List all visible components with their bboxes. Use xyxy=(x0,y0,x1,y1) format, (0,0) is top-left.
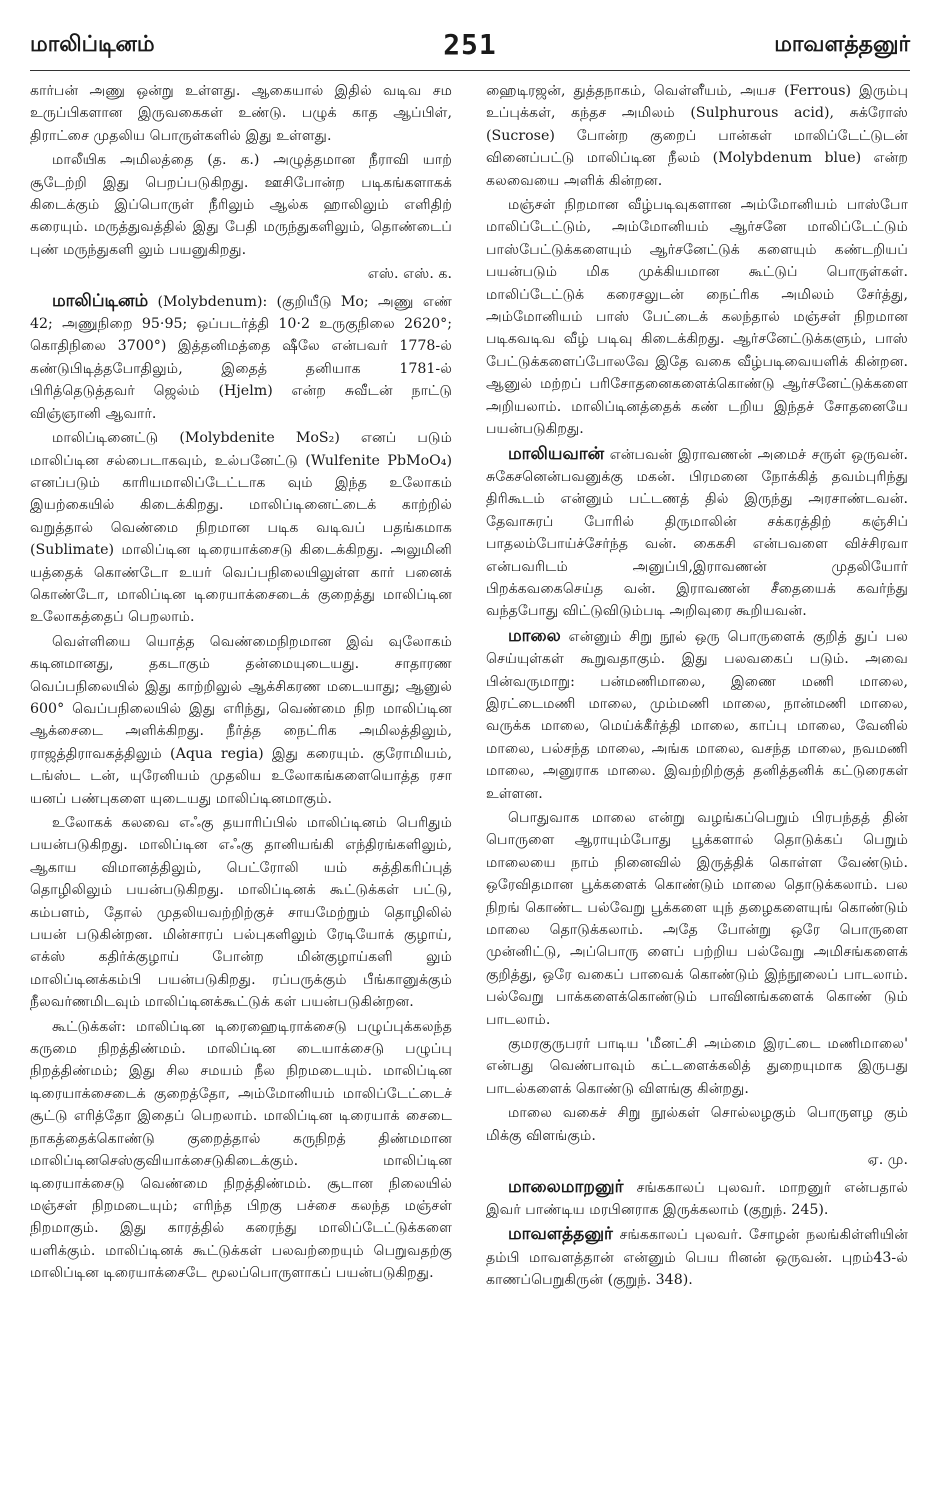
paragraph: மாலீயிக அமிலத்தை (த. க.) அழுத்தமான நீராவி யாற் சூடேற்றி இது பெறப்படுகிறது. ஊசிபோன்ற படிகங்களாகக் கிடைக்கும் இப்பொருள் நீரிலும் ஆல்க ஹாலிலும் எளிதிற் கரையும். மருத்துவத்தில் இது பேதி மருந்துகளிலும், தொண்டைப் புண் மருந்துகளி லும் பயனுகிறது. xyxy=(30,152,452,258)
paragraph: மாலிப்டினைட்டு (Molybdenite MoS₂) எனப் படும் மாலிப்டின சல்பைடாகவும், உல்பனேட்டு (Wulfenite PbMoO₄) எனப்படும் காரியமாலிப்டேட்டாக வும் இந்த உலோகம் இயற்கையில் கிடைக்கிறது. மாலிப்டினைட்டைக் காற்றில் வறுத்தால் வெண்மை நிறமான படிக வடிவப் பதங்கமாக (Sublimate) மாலிப்டின டிரையாக்சைடு கிடைக்கிறது. அலுமினி யத்தைக் கொண்டோ உயர் வெப்பநிலையிலுள்ள கார் பனைக் கொண்டோ, மாலிப்டின டிரையாக்சைடைக் குறைத்து மாலிப்டின உலோகத்தைப் பெறலாம். xyxy=(30,430,452,626)
paragraph: குமரகுருபரர் பாடிய 'மீனட்சி அம்மை இரட்டை மணிமாலை' என்பது வெண்பாவும் கட்டளைக்கலித் துறையுமாக இருபது பாடல்களைக் கொண்டு விளங்கு கின்றது. xyxy=(486,1036,908,1097)
left-column xyxy=(30,80,452,1480)
paragraph: ஹைடிரஜன், துத்தநாகம், வெள்ளீயம், அயச (Ferrous) இரும்பு உப்புக்கள், கந்தச அமிலம் (Sulphurous acid), சுக்ரோஸ் (Sucrose) போன்ற குறைப் பான்கள் மாலிப்டேட்டுடன் வினைப்பட்டு மாலிப்டின நீலம் (Molybdenum blue) என்ற கலவையை அளிக் கின்றன. xyxy=(486,83,908,189)
paragraph: உலோகக் கலவை எஃகு தயாரிப்பில் மாலிப்டினம் பெரிதும் பயன்படுகிறது. மாலிப்டின எஃகு தானியங்கி எந்திரங்களிலும், ஆகாய விமானத்திலும், பெட்ரோலி யம் சுத்திகரிப்புத் தொழிலிலும் பயன்படுகிறது. மாலிப்டினக் கூட்டுக்கள் பட்டு, கம்பளம், தோல் முதலியவற்றிற்குச் சாயமேற்றும் தொழிலில் பயன் படுகின்றன. மின்சாரப் பல்புகளிலும் ரேடியோக் குழாய், எக்ஸ் கதிர்க்குழாய் போன்ற மின்குழாய்களி லும் மாலிப்டினக்கம்பி பயன்படுகிறது. ரப்பருக்கும் பீங்கானுக்கும் நீலவர்ணமிடவும் மாலிப்டினக்கூட்டுக் கள் பயன்படுகின்றன. xyxy=(30,815,452,1011)
entry-mavalathanar xyxy=(486,1223,908,1291)
entry-headword: மாலை xyxy=(508,625,561,646)
entry-headword: மாவளத்தனுர் xyxy=(508,1224,613,1245)
paragraph: கூட்டுக்கள்: மாலிப்டின டிரைஹைடிராக்சைடு பழுப்புக்கலந்த கருமை நிறத்திண்மம். மாலிப்டின டையாக்சைடு பழுப்பு நிறத்திண்மம்; இது சில சமயம் நீல நிறமடையும். மாலிப்டின டிரையாக்சைடைக் குறைத்தோ, அம்மோனியம் மாலிப்டேட்டைச் சூட்டு எரித்தோ இதைப் பெறலாம். மாலிப்டின டிரையாக் சைடை நாகத்தைக்கொண்டு குறைத்தால் கருநிறத் திண்மமான மாலிப்டினசெஸ்குவியாக்சைடுகிடைக்கும். மாலிப்டின டிரையாக்சைடு வெண்மை நிறத்திண்மம். சூடான நிலையில் மஞ்சள் நிறமடையும்; எரிந்த பிறகு பச்சை கலந்த மஞ்சள் நிறமாகும். இது காரத்தில் கரைந்து மாலிப்டேட்டுக்களை யளிக்கும். மாலிப்டினக் கூட்டுக்கள் பலவற்றையும் பெறுவதற்கு மாலிப்டின டிரையாக்சைடே மூலப்பொருளாகப் பயன்படுகிறது. xyxy=(30,1018,452,1282)
page-number: 251 xyxy=(443,28,497,61)
entry-headword: மாலியவான் xyxy=(508,443,605,464)
paragraph: மாலை வகைச் சிறு நூல்கள் சொல்லழகும் பொருளழ கும் மிக்கு விளங்கும். xyxy=(486,1105,908,1144)
entry-text: என்பவன் இராவணன் அமைச் சருள் ஒருவன். சுகேசனென்பவனுக்கு மகன். பிரமனை நோக்கித் தவம்புரிந்து திரிகூடம் என்னும் பட்டணத் தில் இருந்து அரசாண்டவன். தேவாசுரப் போரில் திருமாலின் சக்கரத்திற் கஞ்சிப் பாதலம்போய்ச்சேர்ந்த வன். கைகசி என்பவளை விச்சிரவா என்பவரிடம் அனுப்பி,இராவணன் முதலியோர் பிறக்கவகைசெய்த வன். இராவணன் சீதையைக் கவர்ந்து வந்தபோது விட்டுவிடும்படி அறிவுரை கூறியவன். xyxy=(486,446,908,620)
paragraph: மஞ்சள் நிறமான வீழ்படிவுகளான அம்மோனியம் பாஸ்போ மாலிப்டேட்டும், அம்மோனியம் ஆர்சனே மாலிப்டேட்டும் பாஸ்பேட்டுக்களையும் ஆர்சனேட்டுக் களையும் கண்டறியப் பயன்படும் மிக முக்கியமான கூட்டுப் பொருள்கள். மாலிப்டேட்டுக் கரைசலுடன் நைட்ரிக அமிலம் சேர்த்து, அம்மோனியம் பாஸ் பேட்டைக் கலந்தால் மஞ்சள் நிறமான படிகவடிவ வீழ் படிவு கிடைக்கிறது. ஆர்சனேட்டுக்களும், பாஸ் பேட்டுக்களைப்போலவே இதே வகை வீழ்படிவையளிக் கின்றன. ஆனுல் மற்றப் பரிசோதனைகளைக்கொண்டு ஆர்சனேட்டுக்களை அறியலாம். மாலிப்டினத்தைக் கண் டறிய இந்தச் சோதனையே பயன்படுகிறது. xyxy=(486,197,908,438)
entry-text: என்னும் சிறு நூல் ஒரு பொருளைக் குறித் துப் பல செய்யுள்கள் கூறுவதாகும். இது பலவகைப் படும். அவை பின்வருமாறு: பன்மணிமாலை, இணை மணி மாலை, இரட்டைமணி மாலை, மும்மணி மாலை, நான்மணி மாலை, வருக்க மாலை, மெய்க்கீர்த்தி மாலை, காப்பு மாலை, வேனில் மாலை, பல்சந்த மாலை, அங்க மாலை, வசந்த மாலை, நவமணி மாலை, அனுராக மாலை. இவற்றிற்குத் தனித்தனிக் கட்டுரைகள் உள்ளன. xyxy=(486,628,908,802)
paragraph: பொதுவாக மாலை என்று வழங்கப்பெறும் பிரபந்தத் தின் பொருளை ஆராயும்போது பூக்களால் தொடுக்கப் பெறும் மாலையை நாம் நினைவில் இருத்திக் கொள்ள வேண்டும். ஒரேவிதமான பூக்களைக் கொண்டும் மாலை தொடுக்கலாம். பல நிறங் கொண்ட பல்வேறு பூக்களை யுந் தழைகளையுங் கொண்டும் மாலை தொடுக்கலாம். அதே போன்று ஒரே பொருளை முன்னிட்டு, அப்பொரு ளைப் பற்றிய பல்வேறு அமிசங்களைக் குறித்து, ஒரே வகைப் பாவைக் கொண்டும் இந்நூலைப் பாடலாம். பல்வேறு பாக்களைக்கொண்டும் பாவினங்களைக் கொண் டும் பாடலாம். xyxy=(486,810,908,1028)
entry-headword: மாலைமாறனுர் xyxy=(508,1176,624,1197)
author-signature: எஸ். எஸ். க. xyxy=(367,266,452,283)
entry-maliyavan xyxy=(486,443,908,623)
entry-text: சங்ககாலப் புலவர். சோழன் நலங்கிள்ளியின் தம்பி மாவளத்தான் என்னும் பெய ரினன் ஒருவன். புறம்43-ல் காணப்பெறுகிருன் (குறுந். 348). xyxy=(486,1227,908,1289)
entry-headword: மாலிப்டினம் xyxy=(52,290,149,311)
header-rule xyxy=(30,70,910,71)
entry-text: (Molybdenum): (குறியீடு Mo; அணு எண் 42; அணுநிறை 95·95; ஒப்படர்த்தி 10·2 உருகுநிலை 2620°; கொதிநிலை 3700°) இத்தனிமத்தை ஷீலே என்பவர் 1778-ல் கண்டுபிடித்தபோதிலும், இதைத் தனியாக 1781-ல் பிரித்தெடுத்தவர் ஜெல்ம் (Hjelm) என்ற சுவீடன் நாட்டு விஞ்ஞானி ஆவார். xyxy=(30,293,452,422)
right-column xyxy=(486,80,908,1480)
page-header xyxy=(30,28,910,66)
entry-molybdenum xyxy=(30,290,452,425)
running-head-right: மாவளத்தனுர் xyxy=(774,32,910,57)
entry-text: சங்ககாலப் புலவர். மாறனுர் என்பதால் இவர் பாண்டிய மரபினராக இருக்கலாம் (குறுந். 245). xyxy=(486,1179,908,1218)
running-head-left: மாலிப்டினம் xyxy=(30,32,155,57)
entry-malaimaranar xyxy=(486,1176,908,1222)
paragraph: வெள்ளியை யொத்த வெண்மைநிறமான இவ் வுலோகம் கடினமானது, தகடாகும் தன்மையுடையது. சாதாரண வெப்பநிலையில் இது காற்றிலுல் ஆக்சிகரண மடையாது; ஆனுல் 600° வெப்பநிலையில் இது எரிந்து, வெண்மை நிற மாலிப்டின ஆக்சைடை அளிக்கிறது. நீர்த்த நைட்ரிக அமிலத்திலும், ராஜத்திராவகத்திலும் (Aqua regia) இது கரையும். குரோமியம், டங்ஸ்ட டன், யுரேனியம் முதலிய உலோகங்களையொத்த ரசா யனப் பண்புகளை யுடையது மாலிப்டினமாகும். xyxy=(30,633,452,807)
author-signature: ஏ. மு. xyxy=(867,1152,908,1169)
entry-malai xyxy=(486,625,908,805)
paragraph: கார்பன் அணு ஒன்று உள்ளது. ஆகையால் இதில் வடிவ சம உருப்பிகளான இருவகைகள் உண்டு. பழுக் காத ஆப்பிள், திராட்சை முதலிய பொருள்களில் இது உள்ளது. xyxy=(30,83,452,144)
